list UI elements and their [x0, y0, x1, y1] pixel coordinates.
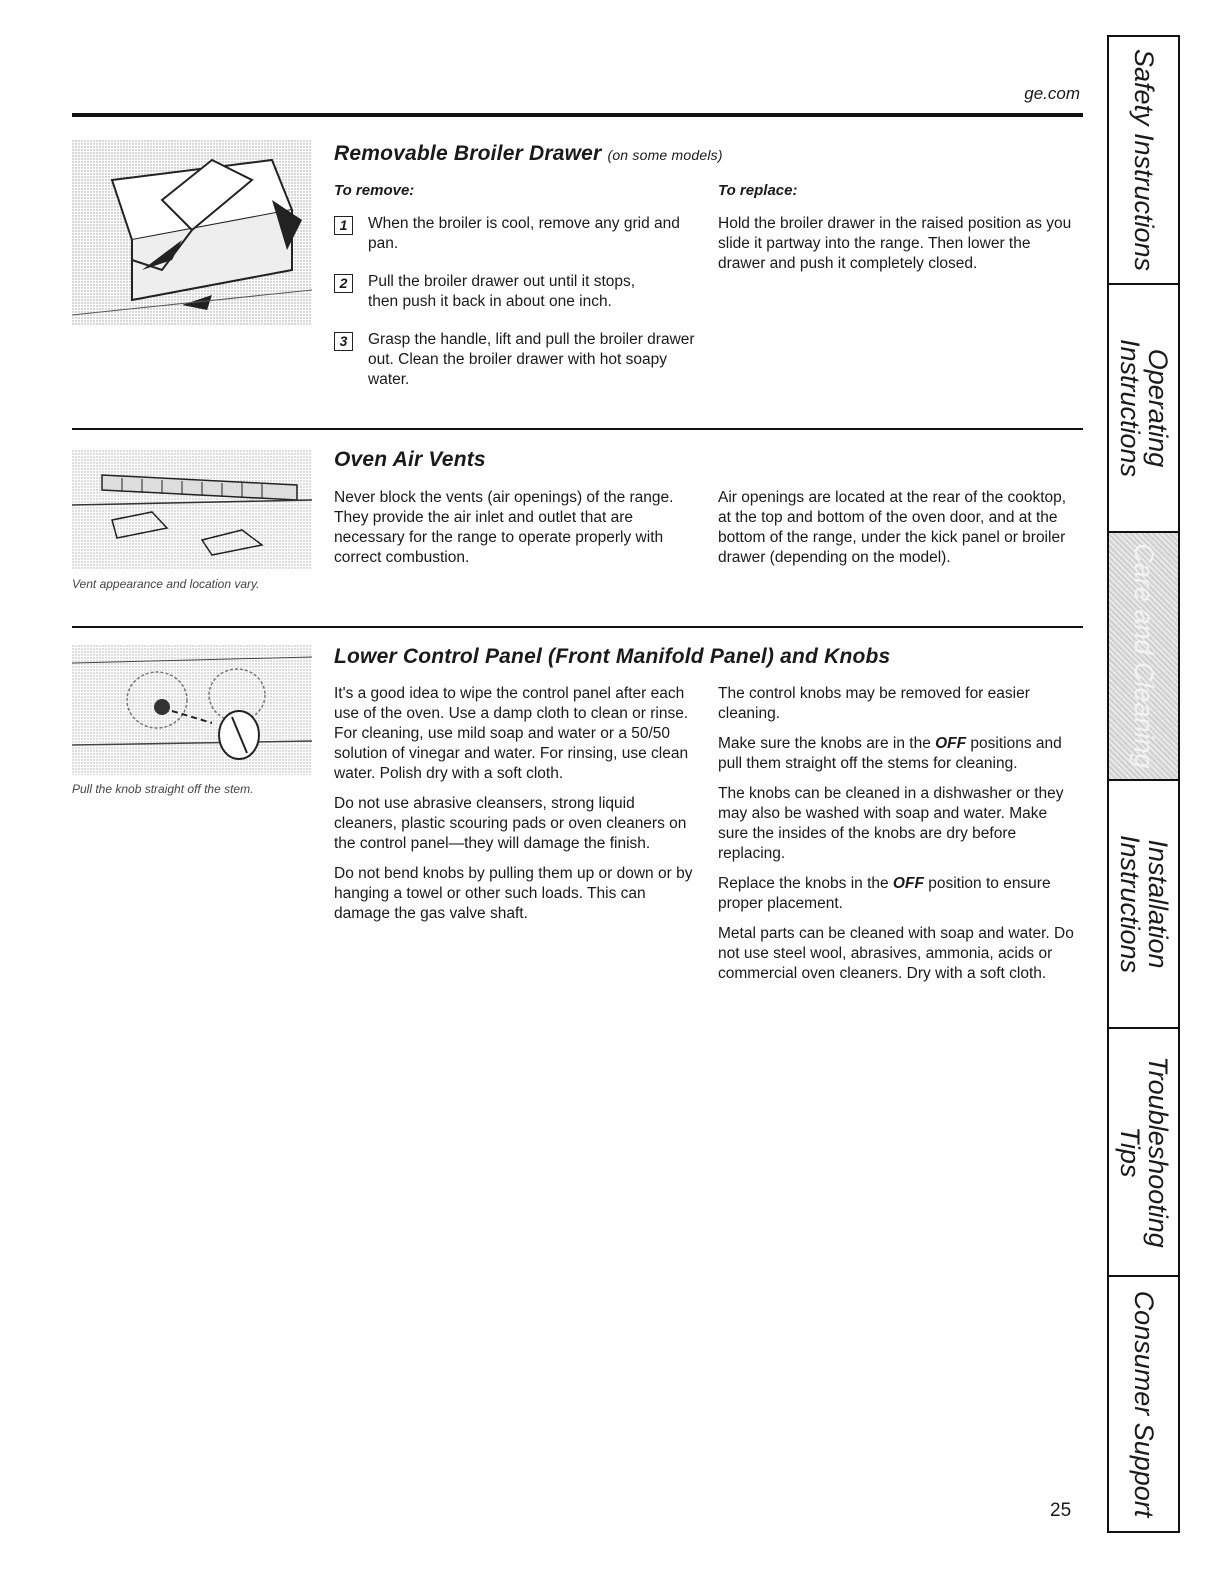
tab-troubleshooting-line2: Tips [1114, 1126, 1145, 1178]
tab-label-operating [1116, 339, 1172, 477]
tab-operating-line1: Operating [1142, 348, 1173, 468]
tab-troubleshooting-line1: Troubleshooting [1142, 1056, 1173, 1248]
control-left-p1: It's a good idea to wipe the control panel after each use of the oven. Use a damp cloth to clean or rinse. For cleaning, use mild soap and water or a 50/50 solution of vinegar and water. For rinsing, use clean water. Polish dry with a soft cloth. [334, 685, 689, 782]
tab-operating-instructions[interactable] [1109, 285, 1178, 533]
tab-installation-line1: Installation [1142, 839, 1173, 969]
tab-installation-instructions[interactable] [1109, 781, 1178, 1029]
tab-operating-line2: Instructions [1114, 338, 1145, 478]
site-url: ge.com [1024, 84, 1080, 103]
tab-safety-line1: Safety Instructions [1128, 48, 1159, 272]
knob-illustration [72, 645, 312, 775]
section-rule-2 [72, 626, 1083, 628]
tab-label-consumer [1130, 1291, 1158, 1518]
tab-safety-instructions[interactable] [1109, 37, 1178, 285]
p2-text-a: Make sure the knobs are in the [718, 735, 936, 752]
tab-troubleshooting-tips[interactable] [1109, 1029, 1178, 1277]
p2-text-b: positions and pull them straight off the stems for cleaning. [718, 735, 1062, 772]
tab-label-troubleshooting [1116, 1056, 1172, 1248]
vents-right-text: Air openings are located at the rear of the cooktop, at the top and bottom of the oven door, and at the bottom of the range, under the kick panel or broiler drawer (depending on the model). [718, 489, 1067, 566]
broiler-title-note: (on some models) [607, 147, 723, 163]
off-label-2: OFF [892, 875, 924, 892]
off-label-1: OFF [935, 735, 967, 752]
p4-text-a: Replace the knobs in the [718, 875, 893, 892]
section-tabs [1107, 35, 1180, 1533]
broiler-drawer-illustration [72, 140, 312, 326]
control-right-p3: The knobs can be cleaned in a dishwasher or they may also be washed with soap and water. Make sure the insides of the knobs are dry before replacing. [718, 785, 1064, 862]
tab-label-installation [1116, 835, 1172, 973]
broiler-title-text: Removable Broiler Drawer [334, 142, 602, 165]
control-left-p2: Do not use abrasive cleansers, strong liquid cleaners, plastic scouring pads or oven cleaners on the control panel—they will damage the finish. [334, 795, 687, 852]
step-text-2: Pull the broiler drawer out until it stops, then push it back in about one inch. [368, 273, 636, 310]
step-number-3: 3 [334, 332, 353, 351]
control-left-column [334, 684, 696, 934]
tab-label-care [1130, 543, 1158, 768]
page-number: 25 [1050, 1500, 1072, 1521]
control-right-p1: The control knobs may be removed for easier cleaning. [718, 685, 1030, 722]
to-replace-label: To replace: [718, 182, 798, 199]
vents-left-text: Never block the vents (air openings) of the range. They provide the air inlet and outlet that are necessary for the range to operate properly with correct combustion. [334, 489, 674, 566]
control-right-p2 [718, 734, 1080, 774]
oven-vents-illustration [72, 450, 312, 570]
tab-label-safety [1130, 49, 1158, 271]
control-right-p4 [718, 874, 1080, 914]
step-text-3: Grasp the handle, lift and pull the broiler drawer out. Clean the broiler drawer with hot soapy water. [368, 331, 695, 388]
tab-care-line1: Care and Cleaning [1128, 543, 1159, 769]
control-right-column [718, 684, 1080, 994]
knob-caption: Pull the knob straight off the stem. [72, 782, 254, 796]
remove-step-1 [334, 214, 704, 258]
control-right-p5: Metal parts can be cleaned with soap and water. Do not use steel wool, abrasives, ammonia, acids or commercial oven cleaners. Dry with a soft cloth. [718, 925, 1074, 982]
vents-caption: Vent appearance and location vary. [72, 577, 260, 591]
tab-installation-line2: Instructions [1114, 834, 1145, 974]
remove-step-3 [334, 330, 704, 394]
header-rule [72, 113, 1083, 117]
to-remove-label: To remove: [334, 182, 415, 199]
step-text-1: When the broiler is cool, remove any grid and pan. [368, 215, 680, 252]
section-rule [72, 428, 1083, 430]
control-title: Lower Control Panel (Front Manifold Panel) and Knobs [334, 645, 891, 668]
remove-step-2 [334, 272, 704, 316]
p4-text-b: position to ensure proper placement. [718, 875, 1051, 912]
tab-consumer-line1: Consumer Support [1128, 1290, 1159, 1518]
vents-title: Oven Air Vents [334, 448, 486, 471]
tab-care-and-cleaning[interactable] [1109, 533, 1178, 781]
step-number-2: 2 [334, 274, 353, 293]
broiler-title [334, 142, 723, 166]
replace-text: Hold the broiler drawer in the raised position as you slide it partway into the range. Then lower the drawer and push it completely closed. [718, 215, 1072, 272]
tab-consumer-support[interactable] [1109, 1277, 1178, 1531]
control-left-p3: Do not bend knobs by pulling them up or down or by hanging a towel or other such loads. This can damage the gas valve shaft. [334, 865, 693, 922]
step-number-1: 1 [334, 216, 353, 235]
